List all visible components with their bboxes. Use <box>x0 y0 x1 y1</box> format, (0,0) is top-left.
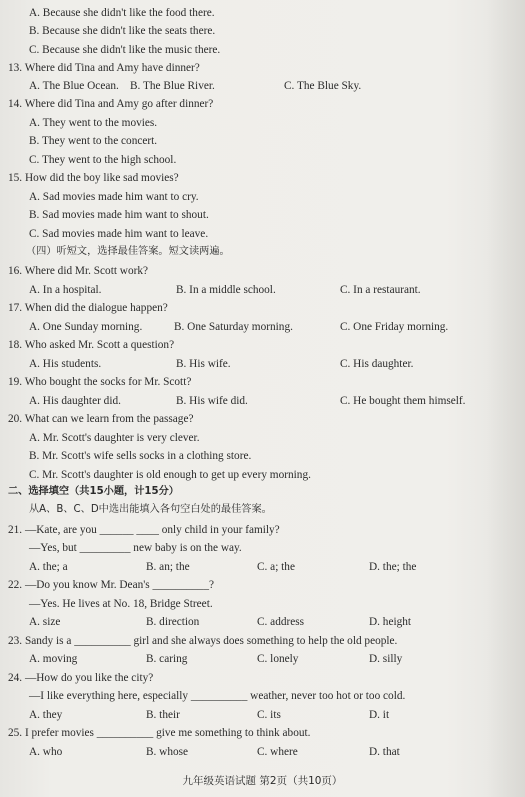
q16-options <box>29 283 489 297</box>
q13-option-b: B. The Blue River. <box>130 80 215 92</box>
q15-option-b: B. Sad movies made him want to shout. <box>29 209 209 221</box>
q23-option-a: A. moving <box>29 653 78 665</box>
q22-option-d: D. height <box>369 616 412 628</box>
q23-options <box>29 652 449 666</box>
q25-options <box>29 745 449 759</box>
q22-response: —Yes. He lives at No. 18, Bridge Street. <box>29 598 213 610</box>
q15-stem: 15. How did the boy like sad movies? <box>8 172 179 184</box>
q12-option-c: C. Because she didn't like the music there. <box>29 44 221 56</box>
q23-option-c: C. lonely <box>257 653 299 665</box>
q24-option-a: A. they <box>29 709 63 721</box>
section4-heading: （四）听短文，选择最佳答案。短文读两遍。 <box>26 246 230 257</box>
q21-option-c: C. a; the <box>257 561 295 573</box>
q14-option-c: C. They went to the high school. <box>29 154 177 166</box>
q20-option-b: B. Mr. Scott's wife sells socks in a clothing store. <box>29 450 252 462</box>
q24-option-d: D. it <box>369 709 390 721</box>
q20-option-c: C. Mr. Scott's daughter is old enough to get up every morning. <box>29 469 311 481</box>
q25-stem: 25. I prefer movies __________ give me something to think about. <box>8 727 311 739</box>
q22-stem: 22. —Do you know Mr. Dean's __________? <box>8 579 214 591</box>
q19-option-b: B. His wife did. <box>176 395 248 407</box>
q16-option-c: C. In a restaurant. <box>340 284 421 296</box>
q14-option-b: B. They went to the concert. <box>29 135 158 147</box>
q12-option-b: B. Because she didn't like the seats there. <box>29 25 216 37</box>
q18-stem: 18. Who asked Mr. Scott a question? <box>8 339 175 351</box>
q23-option-b: B. caring <box>146 653 188 665</box>
q17-option-a: A. One Sunday morning. <box>29 321 143 333</box>
q17-option-b: B. One Saturday morning. <box>174 321 293 333</box>
part2-instruction: 从A、B、C、D中选出能填入各句空白处的最佳答案。 <box>29 504 272 515</box>
part2-heading: 二、选择填空（共15小题，计15分） <box>8 486 179 497</box>
q24-stem: 24. —How do you like the city? <box>8 672 154 684</box>
q14-option-a: A. They went to the movies. <box>29 117 158 129</box>
q22-option-a: A. size <box>29 616 61 628</box>
q19-options <box>29 394 507 408</box>
q19-stem: 19. Who bought the socks for Mr. Scott? <box>8 376 192 388</box>
q16-stem: 16. Where did Mr. Scott work? <box>8 265 149 277</box>
q21-option-a: A. the; a <box>29 561 68 573</box>
q16-option-b: B. In a middle school. <box>176 284 276 296</box>
q13-options <box>29 79 479 93</box>
q15-option-a: A. Sad movies made him want to cry. <box>29 191 199 203</box>
q18-option-b: B. His wife. <box>176 358 231 370</box>
q20-stem: 20. What can we learn from the passage? <box>8 413 194 425</box>
q25-option-d: D. that <box>369 746 400 758</box>
q13-stem: 13. Where did Tina and Amy have dinner? <box>8 62 200 74</box>
q19-option-a: A. His daughter did. <box>29 395 121 407</box>
q19-option-c: C. He bought them himself. <box>340 395 466 407</box>
q23-option-d: D. silly <box>369 653 403 665</box>
q24-response: —I like everything here, especially __________ weather, never too hot or too cold. <box>29 690 406 702</box>
q20-option-a: A. Mr. Scott's daughter is very clever. <box>29 432 200 444</box>
q23-stem: 23. Sandy is a __________ girl and she always does something to help the old people. <box>8 635 398 647</box>
q14-stem: 14. Where did Tina and Amy go after dinner? <box>8 98 214 110</box>
q25-option-b: B. whose <box>146 746 189 758</box>
page-footer: 九年级英语试题 第2页（共10页） <box>182 775 343 787</box>
q16-option-a: A. In a hospital. <box>29 284 102 296</box>
q21-option-d: D. the; the <box>369 561 417 573</box>
q21-option-b: B. an; the <box>146 561 190 573</box>
q18-option-c: C. His daughter. <box>340 358 414 370</box>
q21-stem: 21. —Kate, are you ______ ____ only child in your family? <box>8 524 280 536</box>
q13-option-c: C. The Blue Sky. <box>284 80 362 92</box>
q21-response: —Yes, but _________ new baby is on the way. <box>29 542 242 554</box>
q22-options <box>29 615 449 629</box>
q17-stem: 17. When did the dialogue happen? <box>8 302 168 314</box>
q24-options <box>29 708 449 722</box>
q18-options <box>29 357 489 371</box>
q18-option-a: A. His students. <box>29 358 102 370</box>
q12-option-a: A. Because she didn't like the food there. <box>29 7 215 19</box>
q22-option-c: C. address <box>257 616 305 628</box>
q17-options <box>29 320 504 334</box>
q24-option-b: B. their <box>146 709 180 721</box>
q15-option-c: C. Sad movies made him want to leave. <box>29 228 209 240</box>
q17-option-c: C. One Friday morning. <box>340 321 449 333</box>
q25-option-c: C. where <box>257 746 298 758</box>
q22-option-b: B. direction <box>146 616 200 628</box>
q13-option-a: A. The Blue Ocean. <box>29 80 119 92</box>
q24-option-c: C. its <box>257 709 281 721</box>
q25-option-a: A. who <box>29 746 63 758</box>
q21-options <box>29 560 449 574</box>
